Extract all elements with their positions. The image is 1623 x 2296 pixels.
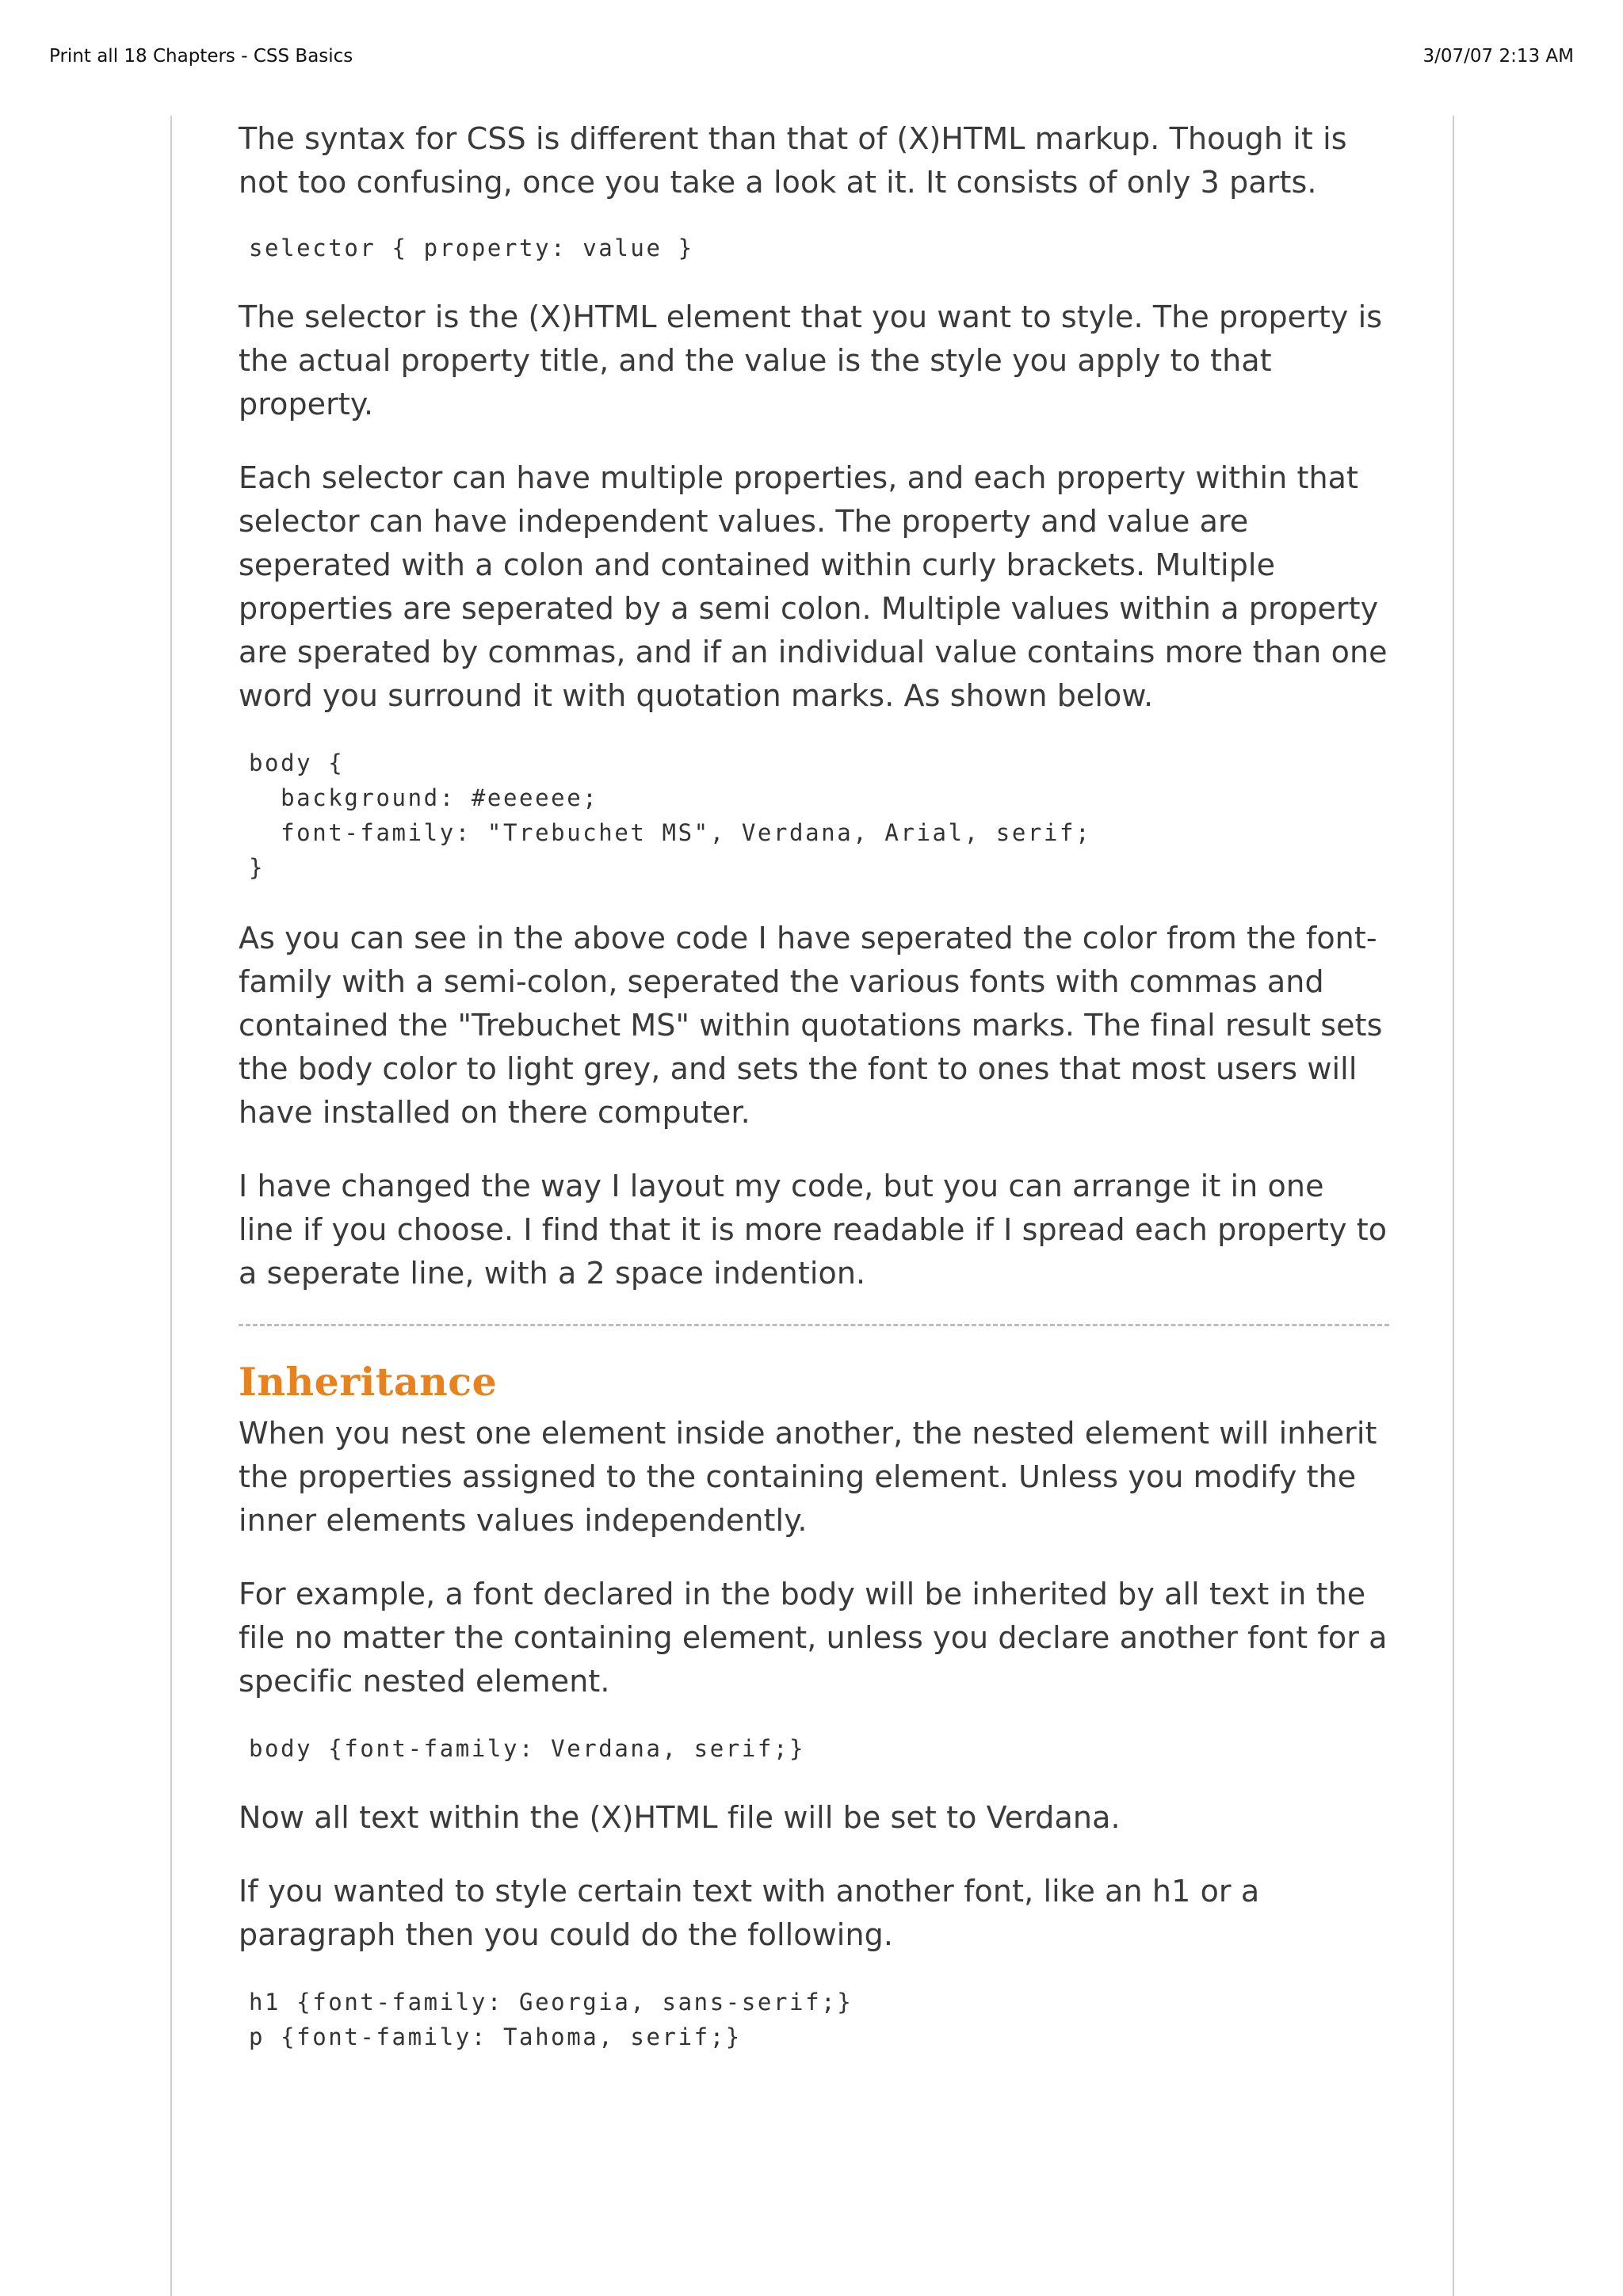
paragraph-selector-explanation: The selector is the (X)HTML element that you want to style. The property is the actual property title, and the value is the style you apply to that property. [239, 299, 1383, 421]
print-title: Print all 18 Chapters - CSS Basics [49, 46, 353, 67]
paragraph-multiple-properties: Each selector can have multiple properties, and each property within that selector can have independent values. The property and value are seperated with a colon and contained within curly brackets. Multiple properties are seperated by a semi colon. Multiple values within a property are sperated by commas, and if an individual value contains more than one word you surround it with quotation marks. As shown below. [239, 460, 1388, 713]
code-block-body-example: body { background: #eeeeee; font-family: "Trebuchet MS", Verdana, Arial, serif; } [249, 749, 1092, 881]
paragraph-other-font: If you wanted to style certain text with another font, like an h1 or a paragraph then you could do the following. [239, 1874, 1260, 1952]
paragraph-inheritance-example: For example, a font declared in the body will be inherited by all text in the file no matter the containing element, unless you declare another font for a specific nested element. [239, 1577, 1388, 1699]
content-frame [170, 116, 1454, 2296]
heading-inheritance: Inheritance [239, 1359, 498, 1405]
paragraph-inheritance-intro: When you nest one element inside another, the nested element will inherit the properties assigned to the containing element. Unless you modify the inner elements values independently. [239, 1416, 1377, 1538]
code-block-selector-syntax: selector { property: value } [249, 235, 694, 261]
paragraph-verdana-note: Now all text within the (X)HTML file will be set to Verdana. [239, 1800, 1121, 1835]
paragraph-layout-note: I have changed the way I layout my code, but you can arrange it in one line if you choose. I find that it is more readable if I spread each property to a seperate line, with a 2 space indention. [239, 1169, 1388, 1291]
print-date: 3/07/07 2:13 AM [1423, 46, 1574, 67]
print-header [0, 46, 1623, 78]
code-block-h1-p-fonts: h1 {font-family: Georgia, sans-serif;} p {font-family: Tahoma, serif;} [249, 1989, 854, 2050]
article-content [239, 116, 1388, 2054]
code-block-body-font: body {font-family: Verdana, serif;} [249, 1735, 806, 1762]
paragraph-syntax-intro: The syntax for CSS is different than that of (X)HTML markup. Though it is not too confusing, once you take a look at it. It consists of only 3 parts. [239, 121, 1347, 200]
paragraph-code-explanation: As you can see in the above code I have seperated the color from the font-family with a semi-colon, seperated the various fonts with commas and contained the "Trebuchet MS" within quotations marks. The final result sets the body color to light grey, and sets the font to ones that most users will have installed on there computer. [239, 921, 1383, 1130]
